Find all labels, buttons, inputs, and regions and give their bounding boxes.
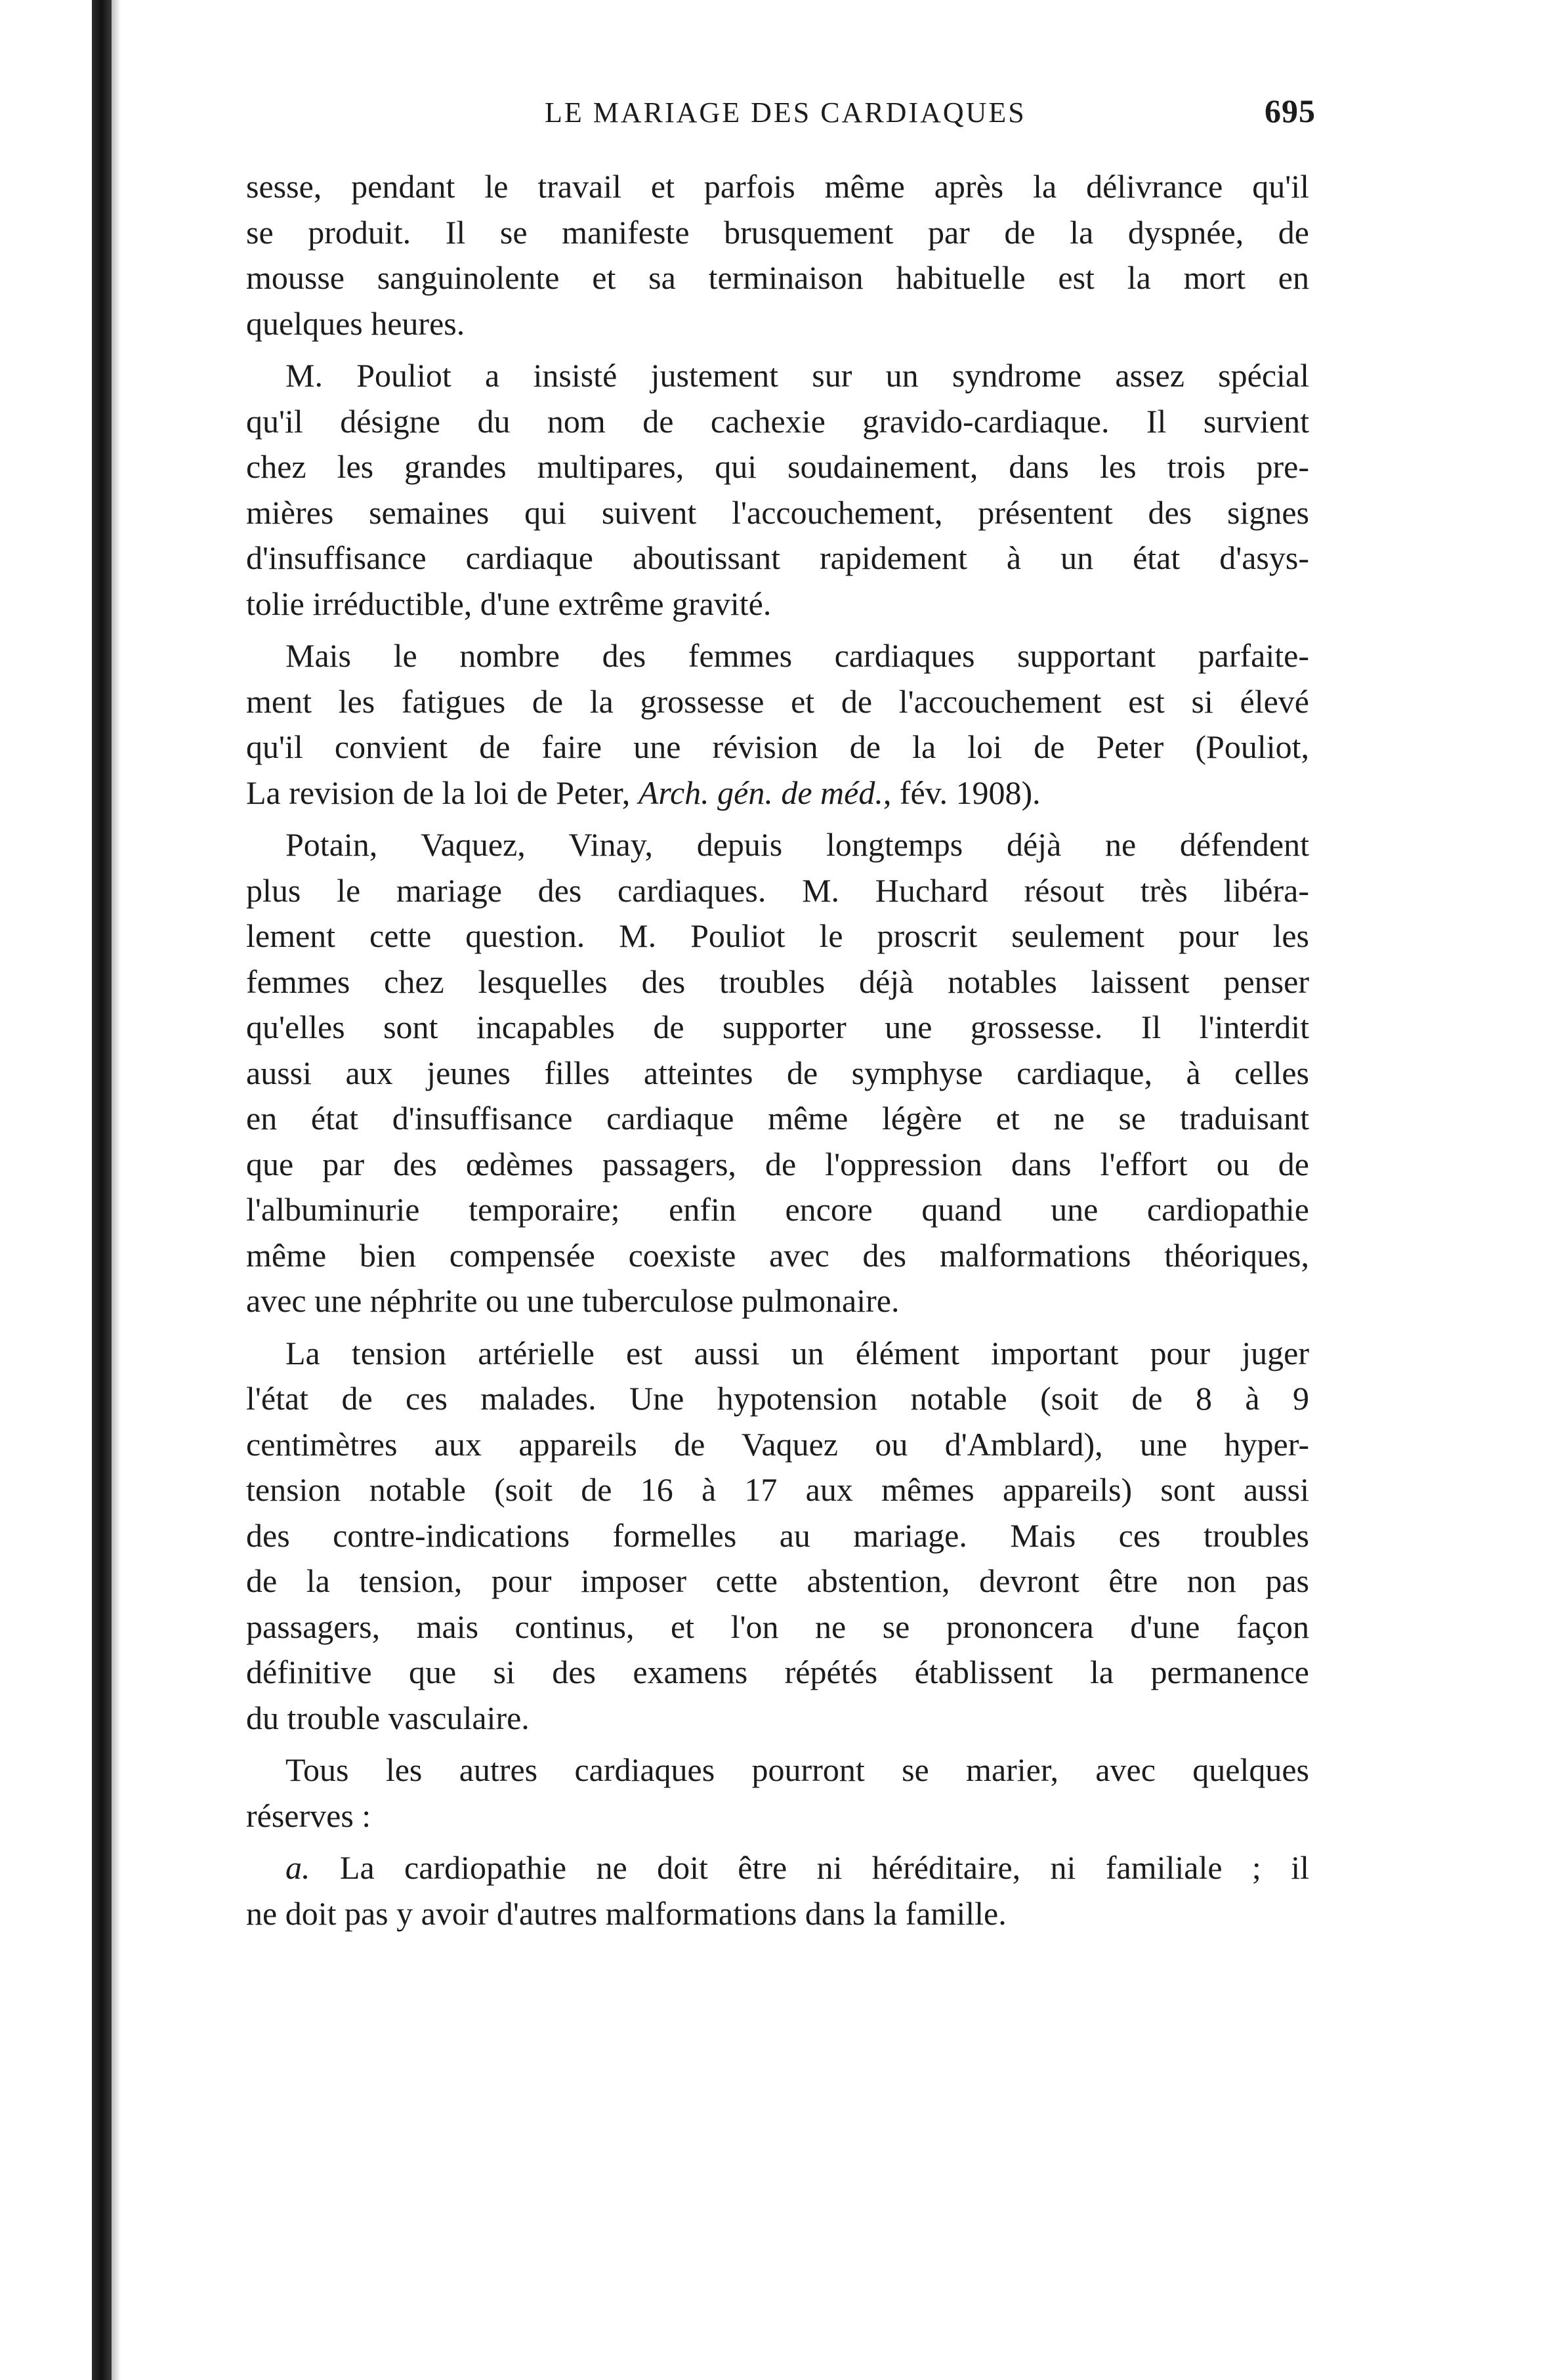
text-line: chez les grandes multipares, qui soudainement, dans les trois pre- [246,448,1309,485]
book-binding-edge [92,0,112,2380]
text-line: définitive que si des examens répétés établissent la permanence [246,1654,1309,1690]
text-line: Tous les autres cardiaques pourront se marier, avec quelques [285,1751,1309,1788]
list-item-text: La cardiopathie ne doit être ni héréditaire, ni familiale ; il [310,1849,1309,1886]
text-line: La tension artérielle est aussi un élément important pour juger [285,1334,1309,1371]
text-line: l'albuminurie temporaire; enfin encore quand une cardiopathie [246,1191,1309,1228]
paragraph-3 [246,633,1309,816]
text-line: passagers, mais continus, et l'on ne se prononcera d'une façon [246,1608,1309,1645]
text-line [246,770,1309,816]
list-item-a [246,1845,1309,1936]
text-line: aussi aux jeunes filles atteintes de symphyse cardiaque, à celles [246,1054,1309,1091]
text-line: plus le mariage des cardiaques. M. Huchard résout très libéra- [246,871,1309,909]
paragraph-gap [246,1741,1309,1747]
text-line: Mais le nombre des femmes cardiaques supportant parfaite- [285,637,1309,674]
paragraph-gap [246,346,1309,353]
paragraph-2 [246,353,1309,627]
text-line: des contre-indications formelles au mariage. Mais ces troubles [246,1516,1309,1554]
text-line: se produit. Il se manifeste brusquement par de la dyspnée, de [246,213,1309,251]
paragraph-gap [246,627,1309,633]
page-number: 695 [1265,93,1316,129]
text-line: même bien compensée coexiste avec des malformations théoriques, [246,1236,1309,1274]
citation-date: , fév. 1908). [883,774,1041,811]
paragraph-gap [246,1839,1309,1845]
text-line: sesse, pendant le travail et parfois même après la délivrance qu'il [246,168,1309,205]
text-line: qu'il convient de faire une révision de la loi de Peter (Pouliot, [246,728,1309,765]
text-line: en état d'insuffisance cardiaque même légère et ne se traduisant [246,1100,1309,1137]
text-line: ment les fatigues de la grossesse et de l'accouchement est si élevé [246,682,1309,720]
text-line: qu'il désigne du nom de cachexie gravido-cardiaque. Il survient [246,402,1309,440]
paragraph-gap [246,1324,1309,1331]
text-line: ne doit pas y avoir d'autres malformations dans la famille. [246,1894,1007,1932]
text-line: quelques heures. [246,304,465,342]
text-line: d'insuffisance cardiaque aboutissant rapidement à un état d'asys- [246,539,1309,576]
text-line: femmes chez lesquelles des troubles déjà notables laissent penser [246,963,1309,1000]
text-line: de la tension, pour imposer cette abstention, devront être non pas [246,1562,1309,1599]
text-line: M. Pouliot a insisté justement sur un syndrome assez spécial [285,357,1309,394]
text-line: du trouble vasculaire. [246,1699,530,1736]
binding-shadow [112,0,121,2380]
page-body [246,164,1309,1936]
text-line: que par des œdèmes passagers, de l'oppression dans l'effort ou de [246,1145,1309,1182]
text-line [246,1845,1309,1891]
text-line: Potain, Vaquez, Vinay, depuis longtemps déjà ne défendent [285,826,1309,863]
text-line: centimètres aux appareils de Vaquez ou d'Amblard), une hyper- [246,1425,1309,1463]
list-marker: a. [285,1849,310,1886]
paragraph-6 [246,1747,1309,1839]
text-line: réserves : [246,1797,371,1834]
page-header [240,92,1316,138]
journal-title: Arch. gén. de méd. [638,774,883,811]
text-line: l'état de ces malades. Une hypotension notable (soit de 8 à 9 [246,1380,1309,1417]
paragraph-1 [246,164,1309,346]
text-line: tolie irréductible, d'une extrême gravité. [246,585,772,622]
paragraph-4 [246,822,1309,1324]
text-line: tension notable (soit de 16 à 17 aux mêmes appareils) sont aussi [246,1471,1309,1508]
text-line: mières semaines qui suivent l'accouchement, présentent des signes [246,493,1309,531]
text-line: lement cette question. M. Pouliot le proscrit seulement pour les [246,917,1309,954]
running-title: LE MARIAGE DES CARDIAQUES [545,96,1026,129]
citation-text: La revision de la loi de Peter, [246,774,639,811]
text-line: mousse sanguinolente et sa terminaison habituelle est la mort en [246,259,1309,296]
text-line: qu'elles sont incapables de supporter une grossesse. Il l'interdit [246,1009,1309,1045]
text-line: avec une néphrite ou une tuberculose pulmonaire. [246,1282,900,1319]
paragraph-gap [246,816,1309,822]
paragraph-5 [246,1331,1309,1742]
